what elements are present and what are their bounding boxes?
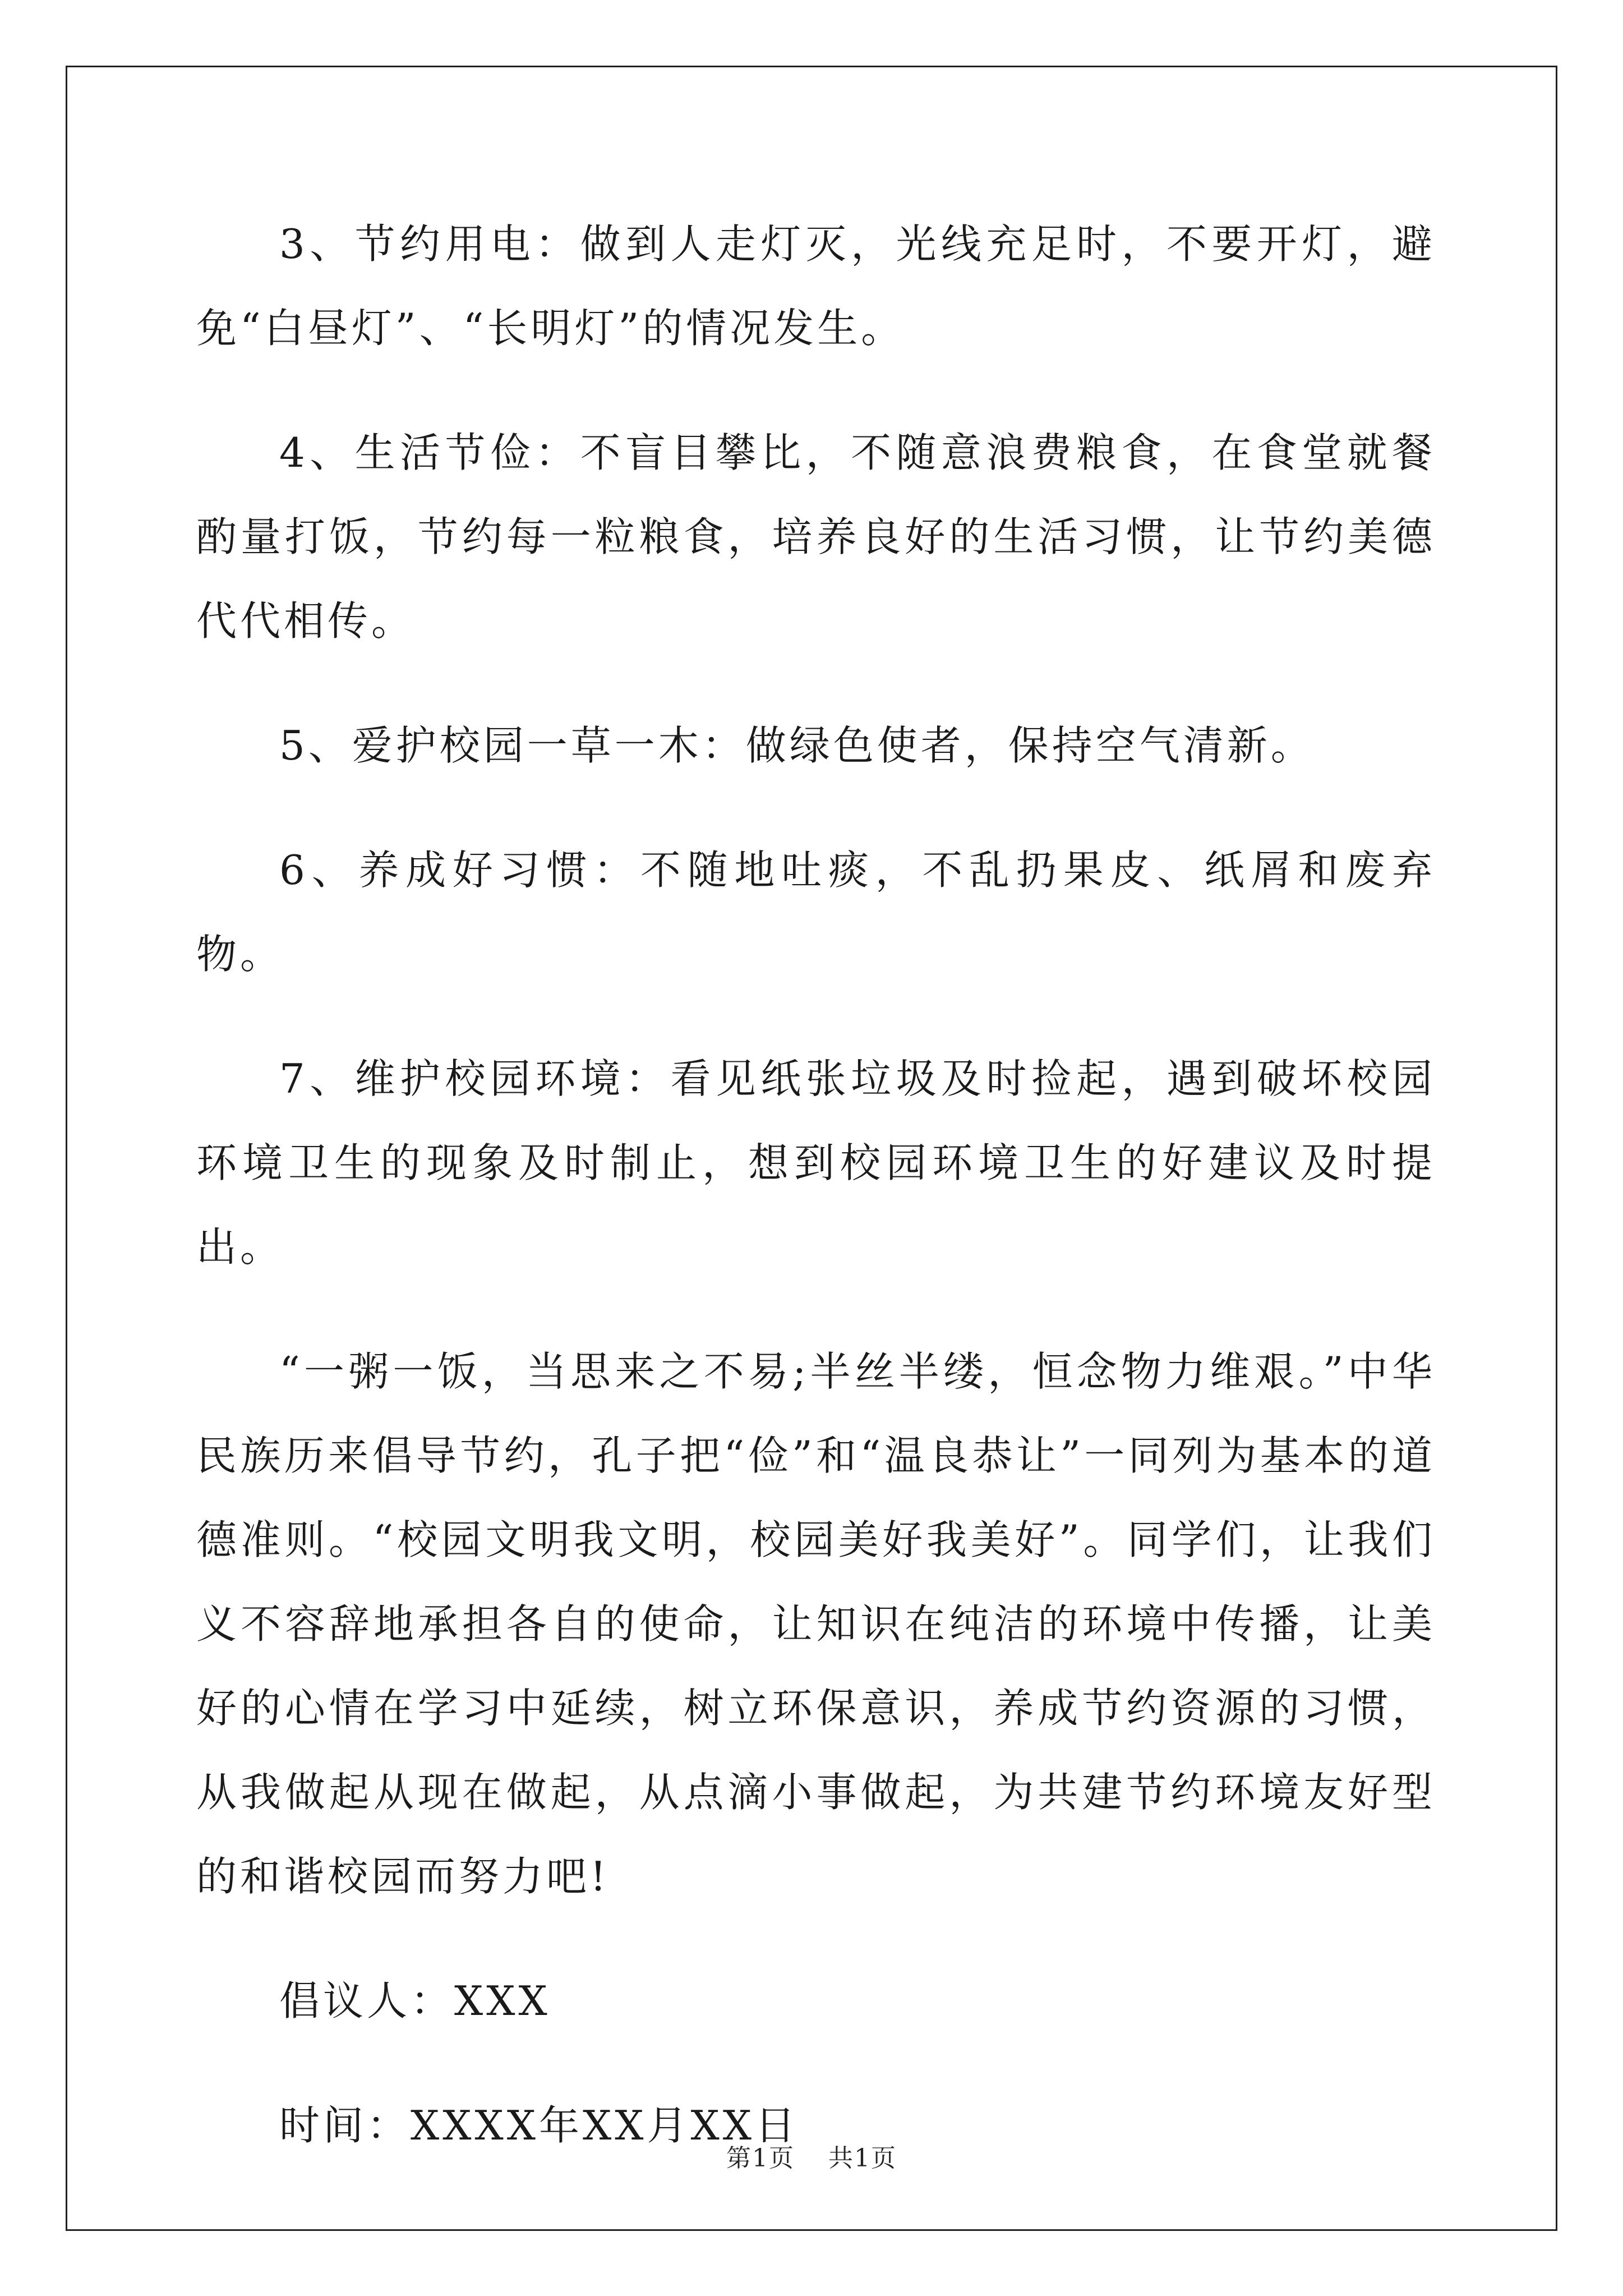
paragraph-item-6: 6、养成好习惯：不随地吐痰，不乱扔果皮、纸屑和废弃物。 — [196, 846, 1436, 978]
date-line: 时间：XXXX年XX月XX日 — [279, 2102, 799, 2149]
closing-paragraph: “一粥一饭，当思来之不易;半丝半缕，恒念物力维艰。”中华民族历来倡导节约，孔子把“俭”和“温良恭让”一同列为基本的道德准则。“校园文明我文明，校园美好我美好”。同学们，让我们义不容辞地承担各自的使命，让知识在纯洁的环境中传播，让美好的心情在学习中延续，树立环保意识，养成节约资源的习惯，从我做起从现在做起，从点滴小事做起，为共建节约环境友好型的和谐校园而努力吧! — [196, 1348, 1436, 1900]
proposer-line: 倡议人：XXX — [279, 1977, 551, 2024]
paragraph-item-5: 5、爱护校园一草一木：做绿色使者，保持空气清新。 — [279, 722, 1315, 769]
page-total: 共1页 — [828, 2144, 897, 2173]
page-number: 第1页 — [726, 2144, 795, 2173]
paragraph-item-7: 7、维护校园环境：看见纸张垃圾及时捡起，遇到破坏校园环境卫生的现象及时制止，想到校园环境卫生的好建议及时提出。 — [196, 1055, 1436, 1271]
paragraph-item-3: 3、节约用电：做到人走灯灭，光线充足时，不要开灯，避免“白昼灯”、“长明灯”的情况发生。 — [196, 220, 1436, 352]
page-footer — [0, 2142, 1623, 2175]
document-body — [196, 202, 1436, 2208]
paragraph-item-4: 4、生活节俭：不盲目攀比，不随意浪费粮食，在食堂就餐酌量打饭，节约每一粒粮食，培养良好的生活习惯，让节约美德代代相传。 — [196, 429, 1436, 645]
